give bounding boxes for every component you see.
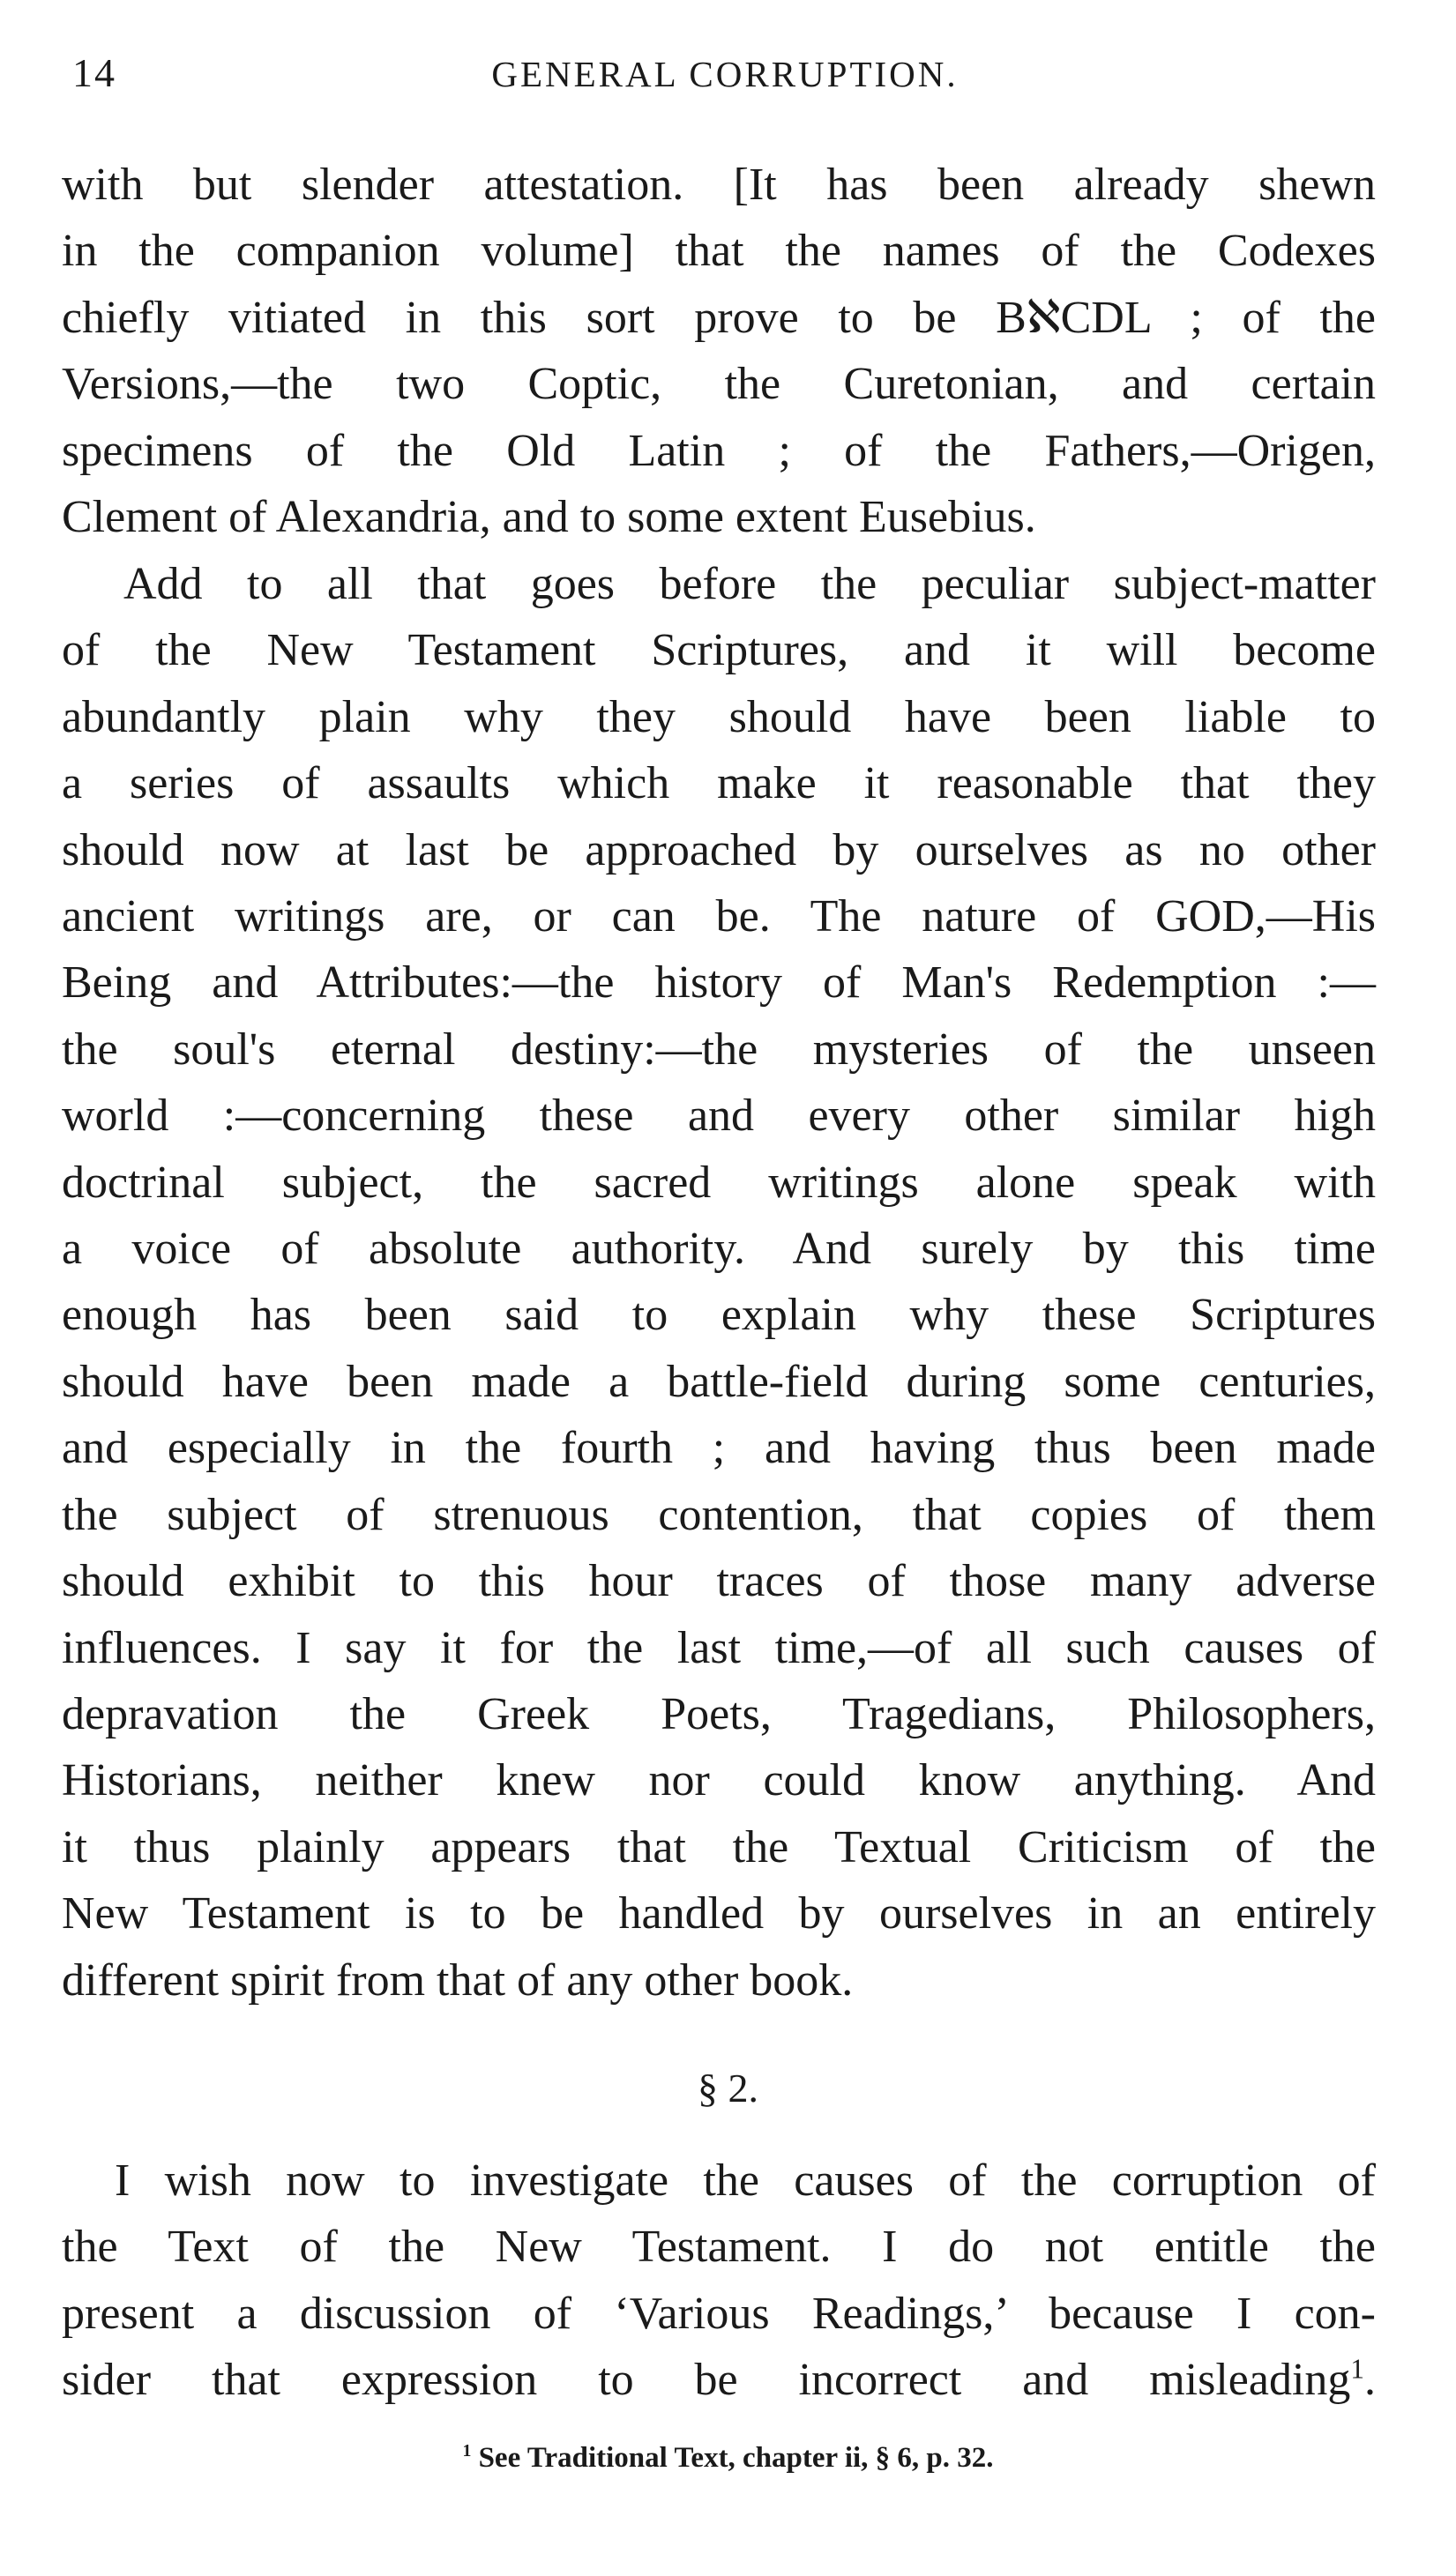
text-line: the subject of strenuous contention, that copies of them	[62, 1489, 1376, 1540]
text-line: and especially in the fourth ; and having thus been made	[62, 1423, 1376, 1474]
text-line: depravation the Greek Poets, Tragedians, Philosophers,	[62, 1688, 1376, 1739]
text-line: present a discussion of ‘Various Readings,’ because I con-	[62, 2288, 1376, 2339]
line-closing: .	[1364, 2355, 1376, 2406]
text-line: should have been made a battle-field during some centuries,	[62, 1356, 1376, 1407]
paragraph-1	[62, 152, 1376, 550]
page-number: 14	[72, 50, 116, 95]
text-line: ancient writings are, or can be. The nature of GOD,—His	[62, 891, 1376, 942]
text-line: influences. I say it for the last time,—of all such causes of	[62, 1622, 1376, 1673]
text-line: enough has been said to explain why these Scriptures	[62, 1290, 1376, 1341]
text-line: doctrinal subject, the sacred writings alone speak with	[62, 1157, 1376, 1208]
text-line: New Testament is to be handled by ourselves in an entirely	[62, 1888, 1376, 1939]
text-line: with but slender attestation. [It has been already shewn	[62, 160, 1376, 210]
text-line: Historians, neither knew nor could know anything. And	[62, 1755, 1376, 1806]
text-line: sider that expression to be incorrect and misleading	[62, 2355, 1351, 2406]
footnote-text: See Traditional Text, chapter ii, § 6, p. 32.	[478, 2442, 994, 2474]
text-line: Versions,—the two Coptic, the Curetonian, and certain	[62, 359, 1376, 410]
text-line: of the New Testament Scriptures, and it will become	[62, 625, 1376, 676]
section-heading: § 2.	[698, 2066, 758, 2111]
running-title: GENERAL CORRUPTION.	[491, 54, 959, 94]
text-line: should exhibit to this hour traces of those many adverse	[62, 1556, 1376, 1607]
text-line: it thus plainly appears that the Textual Criticism of the	[62, 1821, 1376, 1872]
footnote-marker: 1	[462, 2441, 472, 2461]
paragraph-2	[62, 551, 1376, 2014]
text-line: a voice of absolute authority. And surely by this time	[62, 1224, 1376, 1275]
running-head	[72, 49, 1378, 111]
paragraph-3	[62, 2148, 1376, 2414]
text-line: different spirit from that of any other book.	[62, 1954, 854, 2006]
text-line: Clement of Alexandria, and to some extent Eusebius.	[62, 492, 1036, 543]
footnote	[0, 2442, 1456, 2475]
text-line: abundantly plain why they should have been liable to	[62, 691, 1376, 742]
text-line: specimens of the Old Latin ; of the Fathers,—Origen,	[62, 425, 1376, 476]
text-line: I wish now to investigate the causes of the corruption of	[115, 2155, 1376, 2206]
text-line: should now at last be approached by ourselves as no other	[62, 824, 1376, 875]
footnote-reference: 1	[1350, 2353, 1364, 2385]
text-line: the soul's eternal destiny:—the mysteries of the unseen	[62, 1024, 1376, 1075]
text-line: the Text of the New Testament. I do not entitle the	[62, 2222, 1376, 2273]
text-line: chiefly vitiated in this sort prove to be BℵCDL ; of the	[62, 292, 1376, 343]
text-line: Being and Attributes:—the history of Man's Redemption :—	[62, 957, 1376, 1009]
text-line: Add to all that goes before the peculiar subject-matter	[123, 559, 1376, 609]
text-line: world :—concerning these and every other similar high	[62, 1091, 1376, 1142]
text-line: in the companion volume] that the names of the Codexes	[62, 226, 1376, 277]
text-line-with-note	[62, 2347, 1376, 2413]
text-line: a series of assaults which make it reasonable that they	[62, 758, 1376, 809]
